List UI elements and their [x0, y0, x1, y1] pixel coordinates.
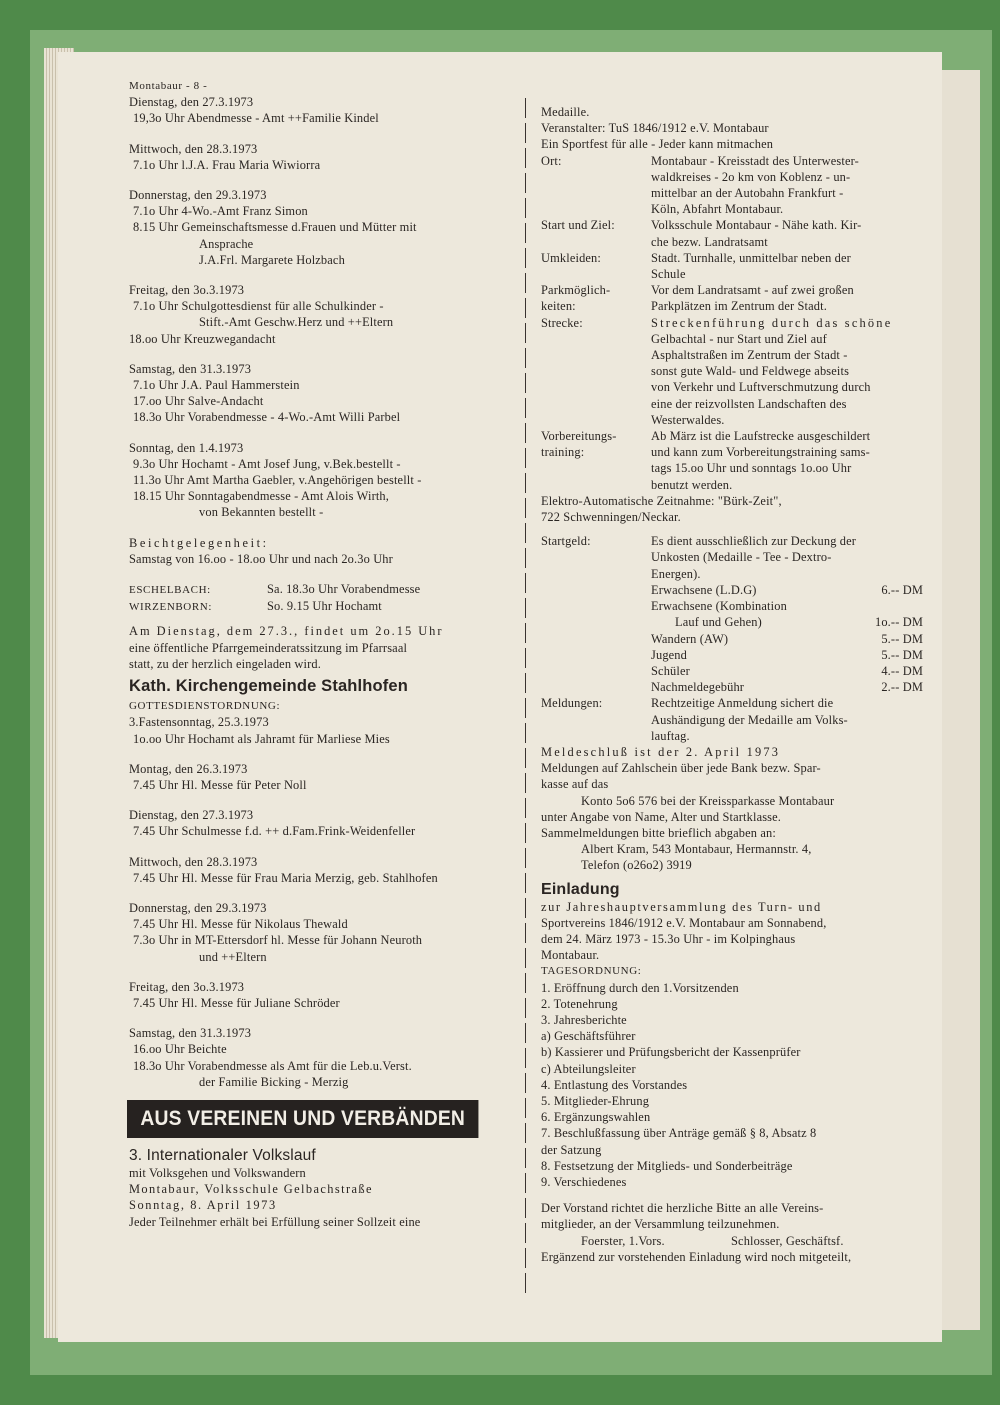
- price-value: 2.-- DM: [881, 680, 923, 695]
- info-row: [541, 298, 931, 314]
- info-value-line: Montabaur - Kreisstadt des Unterwester-: [651, 153, 859, 168]
- price-value: 5.-- DM: [881, 631, 923, 646]
- mt-entry-line: 9.3o Uhr Hochamt - Amt Josef Jung, v.Bek.bestellt -: [133, 456, 401, 471]
- mt-entry-line: 18.oo Uhr Kreuzwegandacht: [129, 331, 276, 346]
- st-entry-line: der Familie Bicking - Merzig: [199, 1074, 349, 1089]
- einladung-line: dem 24. März 1973 - 15.3o Uhr - im Kolpinghaus: [541, 931, 796, 946]
- st-entry-date: Freitag, den 3o.3.1973: [129, 979, 245, 994]
- meldungen-text: [651, 695, 931, 744]
- price-label: Jugend: [651, 647, 688, 662]
- volkslauf-info: [541, 153, 931, 493]
- mt-entry-date: Sonntag, den 1.4.1973: [129, 440, 244, 455]
- info-value-line: Stadt. Turnhalle, unmittelbar neben der: [651, 250, 851, 265]
- elektro-line: 722 Schwenningen/Neckar.: [541, 510, 681, 525]
- pgr-line: eine öffentliche Pfarrgemeinderatssitzung im Pfarrsaal: [129, 640, 408, 655]
- next-page-edge: [940, 70, 980, 1330]
- mt-entry-date: Dienstag, den 27.3.1973: [129, 95, 254, 110]
- agenda-item: der Satzung: [541, 1142, 602, 1157]
- startgeld-text: [651, 533, 931, 582]
- price-row: [541, 598, 931, 614]
- konto-line: Konto 5o6 576 bei der Kreissparkasse Montabaur: [581, 793, 835, 808]
- startgeld-row: [541, 533, 931, 582]
- meldungen-line: Rechtzeitige Anmeldung sichert die: [651, 696, 834, 711]
- meldungen-row: [541, 695, 931, 744]
- column-divider: [525, 98, 526, 1293]
- right-column: [541, 104, 931, 1265]
- price-list: [541, 582, 931, 695]
- mt-entry-line: J.A.Frl. Margarete Holzbach: [199, 252, 345, 267]
- kram-line: Telefon (o26o2) 3919: [581, 858, 692, 873]
- startgeld-line: Es dient ausschließlich zur Deckung der: [651, 534, 857, 549]
- volkslauf-lines: [129, 1165, 514, 1181]
- info-value-line: waldkreises - 2o km von Koblenz - un-: [651, 169, 851, 184]
- agenda-item: 2. Totenehrung: [541, 996, 618, 1011]
- price-value: 6.-- DM: [881, 582, 923, 597]
- info-value: [651, 298, 931, 314]
- price-label: Erwachsene (L.D.G): [651, 582, 757, 597]
- mt-entry-line: 7.1o Uhr l.J.A. Frau Maria Wiwiorra: [133, 157, 321, 172]
- st-entry-line: 7.45 Uhr Schulmesse f.d. ++ d.Fam.Frink-Weidenfeller: [133, 824, 416, 839]
- price-value: 1o.-- DM: [874, 615, 923, 630]
- melde-info: [541, 760, 931, 792]
- startgeld-key: Startgeld:: [541, 534, 591, 549]
- info-value-line: und kann zum Vorbereitungstraining sams-: [651, 445, 870, 460]
- einladung-text: [541, 899, 931, 964]
- info-value-line: Gelbachtal - nur Start und Ziel auf: [651, 331, 827, 346]
- price-label: Nachmeldegebühr: [651, 680, 745, 695]
- tagesordnung-label: TAGESORDNUNG:: [541, 965, 642, 978]
- montabaur-schedule: [129, 94, 514, 520]
- closing-line: mitglieder, an der Versammlung teilzunehmen.: [541, 1217, 780, 1232]
- agenda-item: 4. Entlastung des Vorstandes: [541, 1077, 688, 1092]
- info-value: [651, 444, 931, 493]
- sign-right: Schlosser, Geschäftsf.: [731, 1233, 844, 1248]
- info-value-line: tags 15.oo Uhr und sonntags 1o.oo Uhr: [651, 461, 852, 476]
- melde-line: kasse auf das: [541, 777, 609, 792]
- wirzenborn-text: So. 9.15 Uhr Hochamt: [267, 599, 382, 614]
- info-value-line: Parkplätzen im Zentrum der Stadt.: [651, 299, 827, 314]
- mt-entry-line: 8.15 Uhr Gemeinschaftsmesse d.Frauen und Mütter mit: [133, 220, 417, 235]
- st-entry-date: 3.Fastensonntag, 25.3.1973: [129, 715, 269, 730]
- volkslauf-continued: [541, 104, 931, 153]
- st-entry-date: Montag, den 26.3.1973: [129, 761, 248, 776]
- mt-entry-line: 18.15 Uhr Sonntagabendmesse - Amt Alois Wirth,: [133, 489, 390, 504]
- kram-address: [541, 841, 931, 873]
- st-entry-date: Dienstag, den 27.3.1973: [129, 808, 254, 823]
- agenda-item: c) Abteilungsleiter: [541, 1061, 636, 1076]
- info-value-line: Westerwaldes.: [651, 412, 725, 427]
- info-row: [541, 315, 931, 428]
- price-label: Wandern (AW): [651, 631, 729, 646]
- mt-entry-line: 11.3o Uhr Amt Martha Gaebler, v.Angehörigen bestellt -: [133, 473, 422, 488]
- price-label: Schüler: [651, 663, 690, 678]
- agenda-item: 3. Jahresberichte: [541, 1012, 627, 1027]
- price-label: Erwachsene (Kombination: [651, 599, 787, 614]
- mt-entry-date: Donnerstag, den 29.3.1973: [129, 188, 267, 203]
- left-column: [129, 78, 514, 1230]
- volkslauf-place: Montabaur, Volksschule Gelbachstraße: [129, 1182, 373, 1197]
- info-value-line: Vor dem Landratsamt - auf zwei großen: [651, 283, 854, 298]
- info-value-line: Volksschule Montabaur - Nähe kath. Kir-: [651, 218, 862, 233]
- info-value-line: benutzt werden.: [651, 477, 733, 492]
- info-value: [651, 315, 931, 428]
- eschelbach-label: ESCHELBACH:: [129, 584, 211, 597]
- info-value-line: mittelbar an der Autobahn Frankfurt -: [651, 186, 844, 201]
- agenda-item: a) Geschäftsführer: [541, 1029, 636, 1044]
- price-value: 5.-- DM: [881, 647, 923, 662]
- info-row: [541, 282, 931, 298]
- info-value-line: eine der reizvollsten Landschaften des: [651, 396, 847, 411]
- mt-entry-line: Ansprache: [199, 236, 254, 251]
- st-entry-line: 18.3o Uhr Vorabendmesse als Amt für die Leb.u.Verst.: [133, 1058, 412, 1073]
- mt-entry-line: 17.oo Uhr Salve-Andacht: [133, 394, 264, 409]
- stahlhofen-title: Kath. Kirchengemeinde Stahlhofen: [129, 677, 408, 696]
- st-entry-line: 7.3o Uhr in MT-Ettersdorf hl. Messe für Johann Neuroth: [133, 933, 423, 948]
- meldungen-line: Aushändigung der Medaille am Volks-: [651, 712, 848, 727]
- info-key: Parkmöglich-: [541, 283, 611, 298]
- info-row: [541, 217, 931, 249]
- startgeld-line: Energen).: [651, 566, 701, 581]
- startgeld-line: Unkosten (Medaille - Tee - Dextro-: [651, 550, 832, 565]
- wirzenborn-row: [129, 598, 514, 615]
- meldungen-key: Meldungen:: [541, 696, 603, 711]
- volkslauf-line: mit Volksgehen und Volkswandern: [129, 1165, 306, 1180]
- mt-entry-date: Samstag, den 31.3.1973: [129, 361, 252, 376]
- stahlhofen-schedule: [129, 714, 514, 1090]
- st-entry-line: 7.45 Uhr Hl. Messe für Peter Noll: [133, 777, 307, 792]
- st-entry-date: Donnerstag, den 29.3.1973: [129, 900, 267, 915]
- elektro-line: Elektro-Automatische Zeitnahme: "Bürk-Zeit",: [541, 493, 782, 508]
- beicht-title: Beichtgelegenheit:: [129, 535, 269, 550]
- page-header: Montabaur - 8 -: [129, 80, 208, 92]
- info-key: Strecke:: [541, 315, 583, 330]
- st-entry-line: und ++Eltern: [199, 949, 267, 964]
- mt-entry-line: 19,3o Uhr Abendmesse - Amt ++Familie Kindel: [133, 111, 379, 126]
- zeitnahme-info: [541, 493, 931, 525]
- price-row: [541, 582, 931, 598]
- last-line: Ergänzend zur vorstehenden Einladung wird noch mitgeteilt,: [541, 1249, 852, 1264]
- info-row: [541, 444, 931, 493]
- agenda-item: 8. Festsetzung der Mitglieds- und Sonderbeiträge: [541, 1158, 793, 1173]
- info-key: Start und Ziel:: [541, 218, 615, 233]
- info-key: Ort:: [541, 153, 562, 168]
- mt-entry-date: Freitag, den 3o.3.1973: [129, 283, 245, 298]
- agenda-item: b) Kassierer und Prüfungsbericht der Kassenprüfer: [541, 1045, 801, 1060]
- price-row: [541, 647, 931, 663]
- price-row: [541, 663, 931, 679]
- price-value: [851, 598, 923, 614]
- agenda-item: 5. Mitglieder-Ehrung: [541, 1093, 650, 1108]
- wirzenborn-label: WIRZENBORN:: [129, 601, 212, 614]
- stahlhofen-order: GOTTESDIENSTORDNUNG:: [129, 700, 281, 713]
- agenda-list: [541, 980, 931, 1191]
- price-row: [541, 614, 931, 630]
- info-row: [541, 153, 931, 218]
- melde-line: Meldungen auf Zahlschein über jede Bank bezw. Spar-: [541, 761, 821, 776]
- beicht-line: Samstag von 16.oo - 18.oo Uhr und nach 2o.3o Uhr: [129, 551, 393, 566]
- info-value-line: Ab März ist die Laufstrecke ausgeschildert: [651, 429, 871, 444]
- info-value-line: Köln, Abfahrt Montabaur.: [651, 202, 784, 217]
- info-value: [651, 217, 931, 249]
- mt-entry-line: 7.1o Uhr Schulgottesdienst für alle Schulkinder -: [133, 299, 384, 314]
- info-value-line: sonst gute Wald- und Feldwege abseits: [651, 364, 850, 379]
- info-key: Umkleiden:: [541, 250, 601, 265]
- pfarrgemeinderat-notice: [129, 623, 514, 672]
- st-entry-line: 7.45 Uhr Hl. Messe für Frau Maria Merzig, geb. Stahlhofen: [133, 870, 438, 885]
- info-value: [651, 250, 931, 282]
- melde-info-2: [541, 809, 931, 841]
- top-line: Ein Sportfest für alle - Jeder kann mitmachen: [541, 137, 774, 152]
- st-entry-date: Mittwoch, den 28.3.1973: [129, 854, 258, 869]
- mt-entry-date: Mittwoch, den 28.3.1973: [129, 141, 258, 156]
- melde-line: Sammelmeldungen bitte brieflich abgaben an:: [541, 825, 776, 840]
- eschelbach-text: Sa. 18.3o Uhr Vorabendmesse: [267, 582, 421, 597]
- st-entry-line: 16.oo Uhr Beichte: [133, 1042, 227, 1057]
- st-entry-line: 7.45 Uhr Hl. Messe für Nikolaus Thewald: [133, 917, 348, 932]
- einladung-line: Montabaur.: [541, 948, 600, 963]
- price-row: [541, 679, 931, 695]
- top-line: Veranstalter: TuS 1846/1912 e.V. Montabaur: [541, 121, 769, 136]
- einladung-line: Sportvereins 1846/1912 e.V. Montabaur am Sonnabend,: [541, 915, 827, 930]
- info-value: [651, 282, 931, 298]
- info-value: [651, 153, 931, 218]
- info-value-line: Schule: [651, 267, 686, 282]
- kram-line: Albert Kram, 543 Montabaur, Hermannstr. 4,: [581, 842, 812, 857]
- pgr-line: statt, zu der herzlich eingeladen wird.: [129, 656, 321, 671]
- st-entry-line: 1o.oo Uhr Hochamt als Jahramt für Marliese Mies: [133, 731, 390, 746]
- top-line: Medaille.: [541, 105, 590, 119]
- info-value: [651, 428, 931, 444]
- melde-line: unter Angabe von Name, Alter und Startklasse.: [541, 809, 782, 824]
- price-label: Lauf und Gehen): [675, 615, 762, 630]
- price-row: [541, 631, 931, 647]
- info-row: [541, 250, 931, 282]
- meldungen-line: lauftag.: [651, 728, 690, 743]
- signatures: [541, 1233, 931, 1249]
- info-value-line: che bezw. Landratsamt: [651, 234, 768, 249]
- info-key: training:: [541, 445, 585, 460]
- info-key: keiten:: [541, 299, 576, 314]
- agenda-item: 6. Ergänzungswahlen: [541, 1110, 651, 1125]
- section-banner: AUS VEREINEN UND VERBÄNDEN: [127, 1100, 478, 1138]
- volkslauf-date: Sonntag, 8. April 1973: [129, 1198, 277, 1213]
- st-entry-date: Samstag, den 31.3.1973: [129, 1026, 252, 1041]
- closing-line: Der Vorstand richtet die herzliche Bitte an alle Vereins-: [541, 1201, 824, 1216]
- mt-entry-line: 7.1o Uhr 4-Wo.-Amt Franz Simon: [133, 204, 308, 219]
- agenda-item: 9. Verschiedenes: [541, 1175, 627, 1189]
- mt-entry-line: von Bekannten bestellt -: [199, 505, 324, 520]
- volkslauf-last: Jeder Teilnehmer erhält bei Erfüllung seiner Sollzeit eine: [129, 1214, 421, 1229]
- st-entry-line: 7.45 Uhr Hl. Messe für Juliane Schröder: [133, 995, 340, 1010]
- info-value-line: Streckenführung durch das schöne: [651, 315, 893, 330]
- sign-left: Foerster, 1.Vors.: [581, 1233, 665, 1248]
- info-key: Vorbereitungs-: [541, 429, 617, 444]
- agenda-item: 7. Beschlußfassung über Anträge gemäß § 8, Absatz 8: [541, 1126, 817, 1141]
- mt-entry-line: Stift.-Amt Geschw.Herz und ++Eltern: [199, 315, 394, 330]
- info-value-line: von Verkehr und Luftverschmutzung durch: [651, 380, 871, 395]
- pgr-line: Am Dienstag, dem 27.3., findet um 2o.15 Uhr: [129, 624, 444, 639]
- mt-entry-line: 18.3o Uhr Vorabendmesse - 4-Wo.-Amt Willi Parbel: [133, 410, 401, 425]
- info-row: [541, 428, 931, 444]
- eschelbach-row: [129, 581, 514, 598]
- closing-text: [541, 1200, 931, 1232]
- mt-entry-line: 7.1o Uhr J.A. Paul Hammerstein: [133, 378, 300, 393]
- einladung-line: zur Jahreshauptversammlung des Turn- und: [541, 899, 822, 914]
- info-value-line: Asphaltstraßen im Zentrum der Stadt -: [651, 348, 848, 363]
- agenda-item: 1. Eröffnung durch den 1.Vorsitzenden: [541, 980, 739, 995]
- volkslauf-title: 3. Internationaler Volkslauf: [129, 1146, 316, 1164]
- meldeschluss: Meldeschluß ist der 2. April 1973: [541, 744, 781, 759]
- price-value: 4.-- DM: [881, 663, 923, 678]
- einladung-title: Einladung: [541, 880, 620, 898]
